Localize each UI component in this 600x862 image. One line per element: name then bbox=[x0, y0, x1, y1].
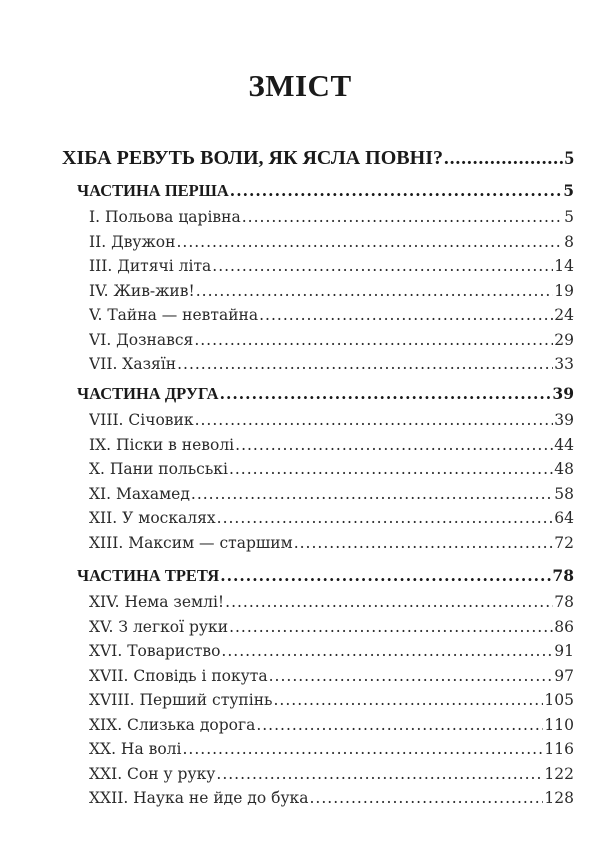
toc-chapter-entry[interactable] bbox=[89, 485, 574, 503]
dot-leader bbox=[269, 667, 554, 685]
dot-leader bbox=[216, 765, 543, 783]
dot-leader bbox=[229, 618, 553, 636]
dot-leader bbox=[212, 257, 553, 275]
toc-entry-page: 5 bbox=[564, 148, 574, 169]
dot-leader bbox=[177, 355, 553, 373]
toc-entry-label: XII. У москалях bbox=[89, 509, 216, 528]
toc-entry-label: XVI. Товариство bbox=[89, 642, 221, 660]
toc-entry-page: 33 bbox=[554, 355, 574, 373]
toc-entry-page: 122 bbox=[544, 764, 574, 783]
toc-entry-label: І. Польова царівна bbox=[89, 208, 241, 226]
toc-entry-page: 128 bbox=[544, 789, 574, 807]
toc-entry-page: 48 bbox=[554, 460, 574, 479]
toc-entry-label: XXII. Наука не йде до бука bbox=[89, 789, 309, 807]
toc-entry-page: 8 bbox=[564, 232, 574, 251]
toc-entry-label: XIX. Слизька дорога bbox=[89, 715, 256, 734]
toc-entry-page: 116 bbox=[544, 740, 574, 758]
toc-entry-label: XVII. Сповідь і покута bbox=[89, 666, 268, 685]
toc-entry-label: VI. Дознався bbox=[89, 330, 194, 349]
toc-chapter-entry[interactable] bbox=[89, 436, 574, 454]
toc-entry-page: 105 bbox=[544, 691, 574, 709]
toc-entry-label: X. Пани польські bbox=[89, 460, 228, 479]
toc-entry-page: 14 bbox=[554, 257, 574, 275]
toc-chapter-entry[interactable] bbox=[89, 331, 574, 349]
toc-entry-page: 44 bbox=[554, 435, 574, 454]
dot-leader bbox=[274, 691, 544, 709]
toc-entry-page: 24 bbox=[554, 306, 574, 324]
dot-leader bbox=[220, 384, 552, 403]
dot-leader bbox=[259, 306, 553, 324]
toc-entry-label: ЧАСТИНА ПЕРША bbox=[77, 181, 229, 200]
toc-chapter-entry[interactable] bbox=[89, 534, 574, 552]
toc-chapter-entry[interactable] bbox=[89, 233, 574, 251]
dot-leader bbox=[242, 208, 563, 226]
dot-leader bbox=[229, 460, 553, 478]
toc-entry-page: 29 bbox=[554, 330, 574, 349]
toc-chapter-entry[interactable] bbox=[89, 306, 574, 324]
dot-leader bbox=[444, 148, 564, 170]
dot-leader bbox=[194, 331, 553, 349]
toc-chapter-entry[interactable] bbox=[89, 691, 574, 709]
toc-entry-page: 72 bbox=[554, 534, 574, 552]
toc-entry-label: XIV. Нема землі! bbox=[89, 593, 225, 611]
toc-chapter-entry[interactable] bbox=[89, 618, 574, 636]
toc-entry-label: ІІІ. Дитячі літа bbox=[89, 257, 212, 275]
toc-entry-page: 110 bbox=[544, 715, 574, 734]
dot-leader bbox=[176, 233, 563, 251]
toc-entry-label: ХІБА РЕВУТЬ ВОЛИ, ЯК ЯСЛА ПОВНІ? bbox=[62, 147, 443, 169]
toc-entry-label: XXI. Сон у руку bbox=[89, 764, 216, 783]
dot-leader bbox=[310, 789, 544, 807]
dot-leader bbox=[196, 282, 554, 300]
toc-entry-page: 5 bbox=[564, 208, 574, 226]
toc-chapter-entry[interactable] bbox=[89, 667, 574, 685]
toc-chapter-entry[interactable] bbox=[89, 789, 574, 807]
toc-entry-label: IX. Піски в неволі bbox=[89, 435, 235, 454]
toc-entry-label: XV. З легкої руки bbox=[89, 617, 229, 636]
toc-chapter-entry[interactable] bbox=[89, 765, 574, 783]
dot-leader bbox=[217, 509, 554, 527]
toc-chapter-entry[interactable] bbox=[89, 257, 574, 275]
toc-entry-label: VII. Хазяїн bbox=[89, 355, 177, 373]
toc-chapter-entry[interactable] bbox=[89, 509, 574, 527]
toc-entry-page: 39 bbox=[554, 411, 574, 429]
dot-leader bbox=[191, 485, 553, 503]
toc-entry-main[interactable] bbox=[62, 147, 574, 170]
toc-entry-page: 97 bbox=[554, 666, 574, 685]
toc-part-heading[interactable] bbox=[77, 181, 574, 201]
toc-chapter-entry[interactable] bbox=[89, 716, 574, 734]
page-title: ЗМІСТ bbox=[248, 68, 352, 103]
toc-entry-page: 86 bbox=[554, 617, 574, 636]
toc-chapter-entry[interactable] bbox=[89, 208, 574, 226]
toc-entry-label: ЧАСТИНА ТРЕТЯ bbox=[77, 566, 220, 585]
toc-entry-label: XVIII. Перший ступінь bbox=[89, 691, 273, 709]
toc-entry-page: 58 bbox=[554, 484, 574, 503]
toc-entry-label: ЧАСТИНА ДРУГА bbox=[77, 384, 219, 403]
dot-leader bbox=[256, 716, 543, 734]
dot-leader bbox=[195, 411, 554, 429]
toc-entry-label: V. Тайна — невтайна bbox=[89, 306, 259, 324]
toc-chapter-entry[interactable] bbox=[89, 282, 574, 300]
toc-chapter-entry[interactable] bbox=[89, 740, 574, 758]
toc-entry-page: 78 bbox=[552, 566, 574, 585]
toc-chapter-entry[interactable] bbox=[89, 411, 574, 429]
toc-entry-label: XI. Махамед bbox=[89, 484, 190, 503]
toc-chapter-entry[interactable] bbox=[89, 642, 574, 660]
dot-leader bbox=[221, 642, 553, 660]
dot-leader bbox=[225, 593, 553, 611]
toc-entry-page: 64 bbox=[554, 509, 574, 528]
toc-entry-label: VIII. Січовик bbox=[89, 411, 194, 429]
dot-leader bbox=[294, 534, 554, 552]
dot-leader bbox=[182, 740, 543, 758]
toc-entry-label: XIII. Максим — старшим bbox=[89, 534, 293, 552]
dot-leader bbox=[230, 181, 562, 200]
toc-entry-page: 39 bbox=[552, 384, 574, 403]
toc-entry-label: XX. На волі bbox=[89, 740, 182, 758]
toc-entry-label: IV. Жив-жив! bbox=[89, 281, 195, 300]
toc-entry-page: 78 bbox=[554, 593, 574, 611]
toc-part-heading[interactable] bbox=[77, 384, 574, 404]
toc-part-heading[interactable] bbox=[77, 566, 574, 586]
toc-entry-page: 5 bbox=[563, 181, 574, 200]
dot-leader bbox=[235, 436, 553, 454]
toc-entry-page: 91 bbox=[554, 642, 574, 660]
toc-chapter-entry[interactable] bbox=[89, 593, 574, 611]
toc-entry-page: 19 bbox=[554, 281, 574, 300]
toc-chapter-entry[interactable] bbox=[89, 460, 574, 478]
toc-entry-label: ІІ. Двужон bbox=[89, 232, 176, 251]
toc-chapter-entry[interactable] bbox=[89, 355, 574, 373]
dot-leader bbox=[220, 566, 551, 585]
